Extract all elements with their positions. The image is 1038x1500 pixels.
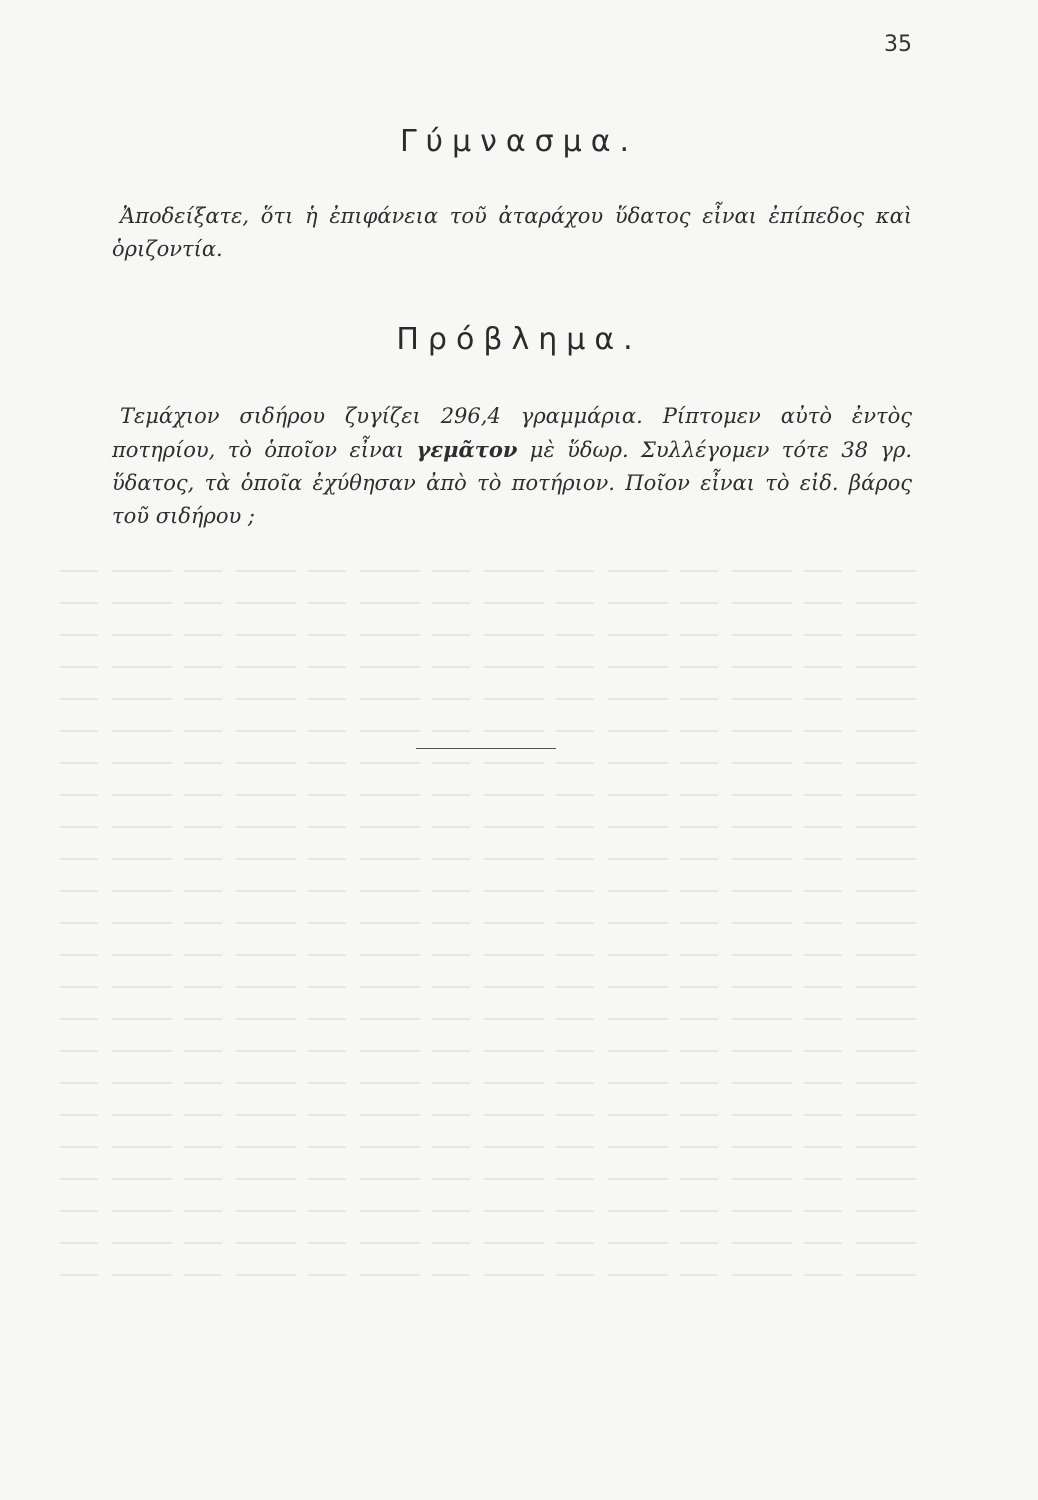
problem-text-bold: γεμᾶτον [416, 437, 518, 462]
page-number: 35 [884, 32, 912, 57]
show-through-texture [60, 540, 920, 1300]
exercise-heading: Γύμνασμα. [399, 124, 639, 159]
exercise-text: Ἀποδείξατε, ὅτι ἡ ἐπιφάνεια τοῦ ἀταράχου ὕδατος εἶναι ἐπίπεδος καὶ ὁριζοντία. [112, 204, 912, 261]
problem-heading: Πρόβλημα. [396, 322, 642, 357]
problem-text-part-1: Τεμάχιον σιδήρου ζυγίζει 296,4 γραμμάρια. Ρίπτομεν αὐτὸ ἐντὸς ποτηρίου, τὸ ὁποῖον εἶναι [112, 404, 912, 462]
problem-text [112, 400, 912, 533]
section-divider [416, 748, 556, 749]
problem-text-part-2: μὲ ὕδωρ. Συλλέγομεν τότε 38 γρ. ὕδατος, τὰ ὁποῖα ἐχύθησαν ἀπὸ τὸ ποτήριον. Ποῖον εἶναι τὸ εἰδ. βάρος τοῦ σιδήρου ; [112, 438, 913, 528]
